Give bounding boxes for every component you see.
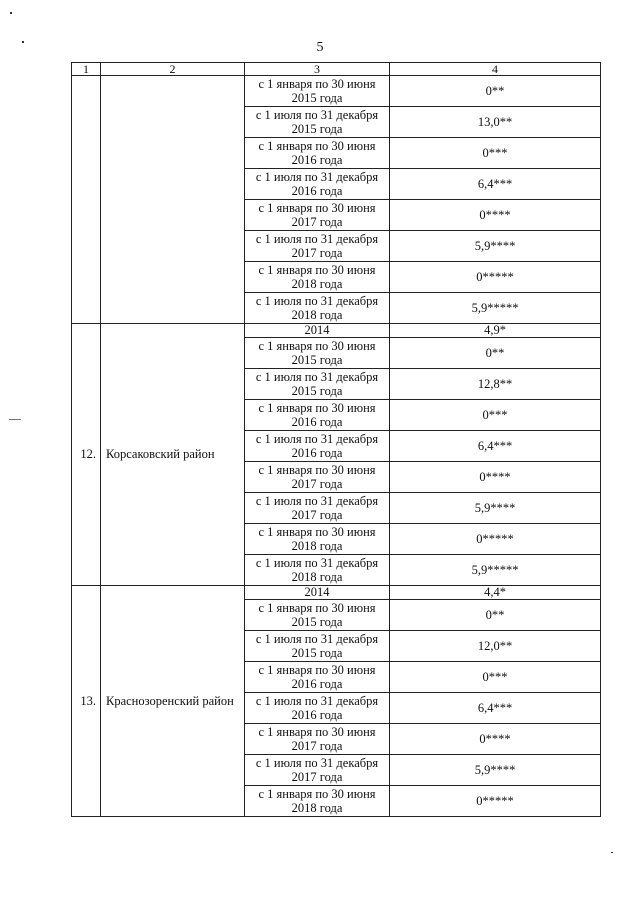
- period-cell: [245, 755, 390, 786]
- rate-value: 12,8**: [390, 369, 601, 400]
- period-line: 2016 года: [291, 415, 343, 429]
- period-line: 2017 года: [291, 739, 343, 753]
- period-cell: [245, 338, 390, 369]
- period-line: 2017 года: [291, 477, 343, 491]
- period-line: с 1 июля по 31 декабря: [255, 494, 379, 508]
- period-line: с 1 января по 30 июня: [258, 601, 376, 615]
- rate-value: 0***: [390, 400, 601, 431]
- period-cell: [245, 555, 390, 586]
- period-cell: [245, 324, 390, 338]
- period-line: 2018 года: [291, 539, 343, 553]
- scan-speck: [611, 852, 613, 853]
- period-line: с 1 января по 30 июня: [258, 201, 376, 215]
- period-line: с 1 января по 30 июня: [258, 139, 376, 153]
- period-cell: [245, 262, 390, 293]
- rate-value: 0*****: [390, 786, 601, 817]
- period-line: 2016 года: [291, 184, 343, 198]
- period-line: 2016 года: [291, 153, 343, 167]
- period-cell: [245, 169, 390, 200]
- column-header: 1: [72, 63, 101, 76]
- period-line: с 1 января по 30 июня: [258, 339, 376, 353]
- period-cell: [245, 231, 390, 262]
- period-line: с 1 июля по 31 декабря: [255, 108, 379, 122]
- period-line: с 1 января по 30 июня: [258, 77, 376, 91]
- period-cell: [245, 662, 390, 693]
- period-line: 2017 года: [291, 246, 343, 260]
- table-row: [72, 76, 601, 107]
- period-cell: [245, 786, 390, 817]
- scan-speck: [10, 12, 12, 14]
- period-line: с 1 января по 30 июня: [258, 401, 376, 415]
- period-line: с 1 января по 30 июня: [258, 663, 376, 677]
- period-line: с 1 января по 30 июня: [258, 787, 376, 801]
- rate-value: 0****: [390, 724, 601, 755]
- row-number: 13.: [72, 586, 101, 817]
- rate-value: 6,4***: [390, 693, 601, 724]
- rate-value: 0***: [390, 662, 601, 693]
- rate-value: 0**: [390, 76, 601, 107]
- period-line: с 1 июля по 31 декабря: [255, 170, 379, 184]
- rate-value: 0****: [390, 200, 601, 231]
- table-row: [72, 324, 601, 338]
- district-name: [101, 76, 245, 324]
- period-line: с 1 июля по 31 декабря: [255, 694, 379, 708]
- period-line: с 1 июля по 31 декабря: [255, 432, 379, 446]
- period-cell: [245, 200, 390, 231]
- period-line: 2015 года: [291, 353, 343, 367]
- period-line: с 1 января по 30 июня: [258, 263, 376, 277]
- period-line: 2015 года: [291, 122, 343, 136]
- margin-mark: [9, 419, 21, 420]
- rate-value: 5,9****: [390, 493, 601, 524]
- row-number: [72, 76, 101, 324]
- period-line: с 1 июля по 31 декабря: [255, 294, 379, 308]
- period-cell: [245, 431, 390, 462]
- header-row: [72, 63, 601, 76]
- table-row: [72, 586, 601, 600]
- rate-value: 0*****: [390, 524, 601, 555]
- row-number: 12.: [72, 324, 101, 586]
- rate-value: 4,9*: [390, 324, 601, 338]
- period-cell: [245, 107, 390, 138]
- period-line: 2016 года: [291, 677, 343, 691]
- period-line: с 1 июля по 31 декабря: [255, 632, 379, 646]
- period-line: 2015 года: [291, 646, 343, 660]
- rate-value: 0*****: [390, 262, 601, 293]
- period-line: с 1 июля по 31 декабря: [255, 556, 379, 570]
- period-line: 2017 года: [291, 508, 343, 522]
- column-header: 2: [101, 63, 245, 76]
- district-name: Краснозоренский район: [101, 586, 245, 817]
- period-cell: [245, 138, 390, 169]
- period-line: с 1 января по 30 июня: [258, 725, 376, 739]
- rate-value: 5,9*****: [390, 555, 601, 586]
- period-line: 2015 года: [291, 615, 343, 629]
- period-line: 2018 года: [291, 308, 343, 322]
- period-line: 2018 года: [291, 277, 343, 291]
- period-cell: [245, 400, 390, 431]
- rate-value: 4,4*: [390, 586, 601, 600]
- period-cell: [245, 369, 390, 400]
- district-name: Корсаковский район: [101, 324, 245, 586]
- period-line: с 1 июля по 31 декабря: [255, 370, 379, 384]
- period-line: 2018 года: [291, 801, 343, 815]
- rate-value: 6,4***: [390, 431, 601, 462]
- period-line: с 1 июля по 31 декабря: [255, 232, 379, 246]
- rates-table: [71, 62, 601, 817]
- period-cell: [245, 76, 390, 107]
- rate-value: 0***: [390, 138, 601, 169]
- period-cell: [245, 586, 390, 600]
- rate-value: 5,9****: [390, 231, 601, 262]
- rate-value: 6,4***: [390, 169, 601, 200]
- column-header: 4: [390, 63, 601, 76]
- period-cell: [245, 293, 390, 324]
- period-cell: [245, 462, 390, 493]
- period-line: 2014: [304, 323, 330, 337]
- period-line: с 1 июля по 31 декабря: [255, 756, 379, 770]
- rate-value: 5,9*****: [390, 293, 601, 324]
- period-line: 2015 года: [291, 91, 343, 105]
- rate-value: 0**: [390, 338, 601, 369]
- period-cell: [245, 493, 390, 524]
- rate-value: 13,0**: [390, 107, 601, 138]
- column-header: 3: [245, 63, 390, 76]
- period-cell: [245, 631, 390, 662]
- rate-value: 0**: [390, 600, 601, 631]
- period-line: 2014: [304, 585, 330, 599]
- period-cell: [245, 693, 390, 724]
- rate-value: 5,9****: [390, 755, 601, 786]
- rate-value: 0****: [390, 462, 601, 493]
- period-line: 2015 года: [291, 384, 343, 398]
- period-line: с 1 января по 30 июня: [258, 463, 376, 477]
- period-cell: [245, 600, 390, 631]
- period-line: 2016 года: [291, 708, 343, 722]
- rate-value: 12,0**: [390, 631, 601, 662]
- period-line: 2018 года: [291, 570, 343, 584]
- period-line: 2016 года: [291, 446, 343, 460]
- period-cell: [245, 524, 390, 555]
- page-number: 5: [316, 40, 324, 55]
- period-cell: [245, 724, 390, 755]
- period-line: с 1 января по 30 июня: [258, 525, 376, 539]
- period-line: 2017 года: [291, 770, 343, 784]
- period-line: 2017 года: [291, 215, 343, 229]
